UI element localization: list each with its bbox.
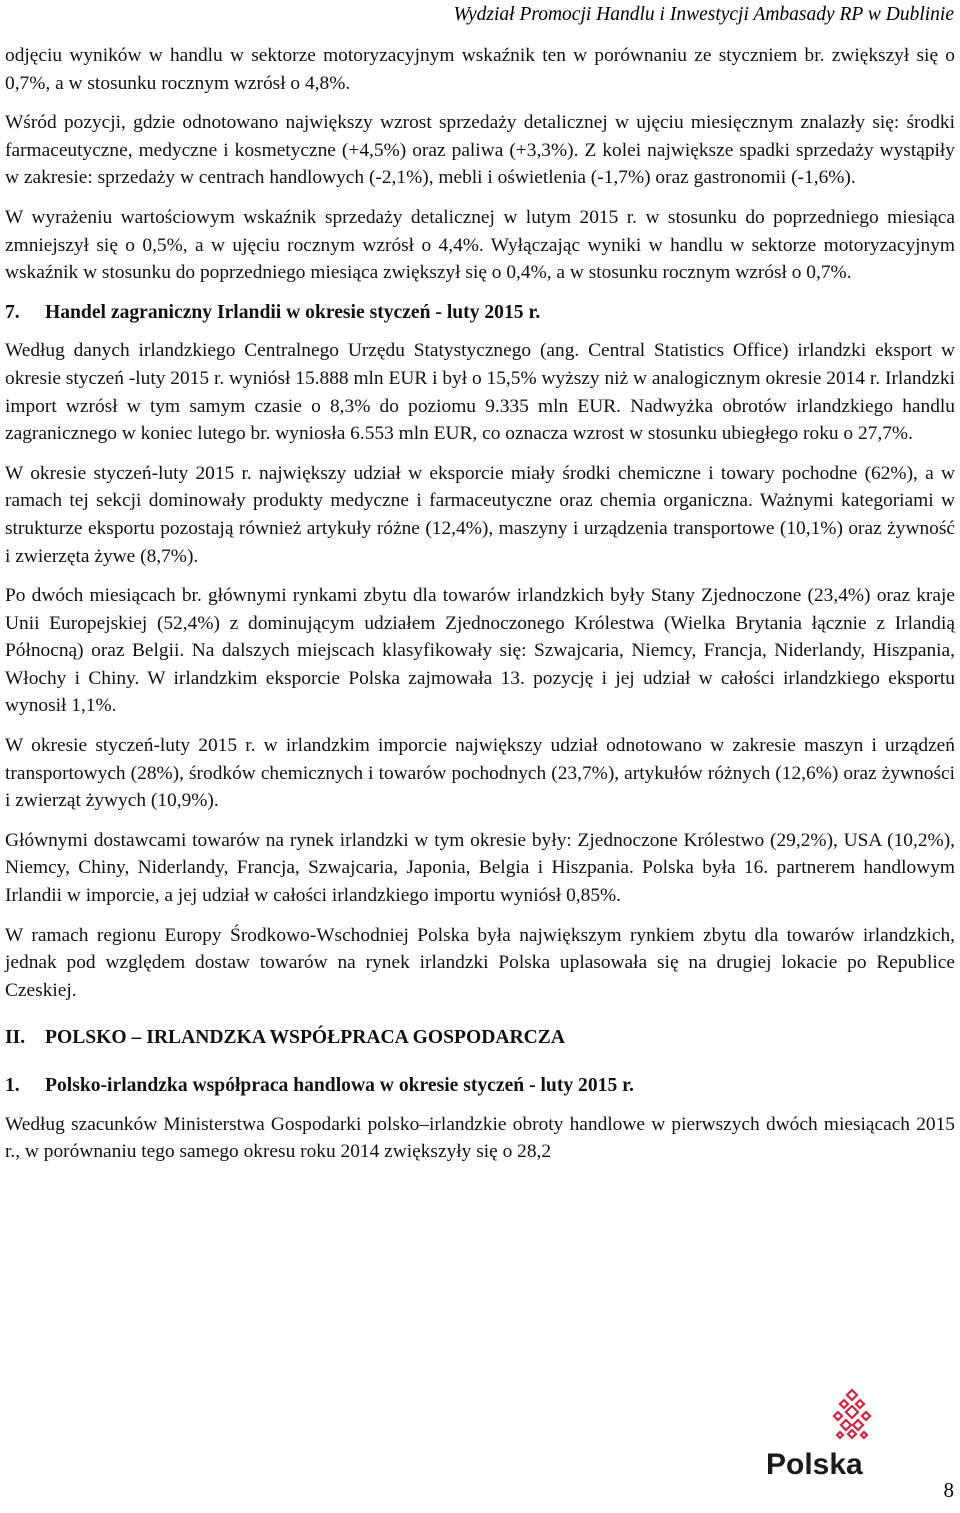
polska-logo-graphic xyxy=(764,1384,884,1484)
paragraph-import-structure: W okresie styczeń-luty 2015 r. w irlandzkim imporcie największy udział odnotowano w zakresie maszyn i urządzeń transportowych (28%), środków chemicznych i towarów pochodnych (23,7%), artykułów różnych (12,6%) oraz żywności i zwierząt żywych (10,9%). xyxy=(5,735,955,812)
section-number: 1. xyxy=(5,1075,20,1096)
section-heading-trade-cooperation xyxy=(5,1072,955,1100)
paragraph-retail-categories: Wśród pozycji, gdzie odnotowano największy wzrost sprzedaży detalicznej w ujęciu miesięcznym znalazły się: środki farmaceutyczne, medyczne i kosmetyczne (+4,5%) oraz paliwa (+3,3%). Z kolei największe spadki sprzedaży wystąpiły w zakresie: sprzedaży w centrach handlowych (-2,1%), mebli i oświetlenia (-1,7%) oraz gastronomii (-1,6%). xyxy=(5,112,955,189)
chapter-heading-cooperation xyxy=(5,1024,955,1052)
paragraph-import-suppliers: Głównymi dostawcami towarów na rynek irlandzki w tym okresie były: Zjednoczone Królestwo (29,2%), USA (10,2%), Niemcy, Chiny, Niderlandy, Francja, Szwajcaria, Japonia, Belgia i Hiszpania. Polska była 16. partnerem handlowym Irlandii w imporcie, a jej udział w całości irlandzkiego importu wyniósł 0,85%. xyxy=(5,829,955,907)
section-title: Handel zagraniczny Irlandii w okresie styczeń - luty 2015 r. xyxy=(45,301,541,323)
page-header: Wydział Promocji Handlu i Inwestycji Ambasady RP w Dublinie xyxy=(453,4,954,25)
chapter-title: POLSKO – IRLANDZKA WSPÓŁPRACA GOSPODARCZA xyxy=(45,1027,566,1049)
chapter-number: II. xyxy=(5,1027,26,1049)
section-title: Polsko-irlandzka współpraca handlowa w okresie styczeń - luty 2015 r. xyxy=(45,1075,634,1096)
paragraph-cso-data: Według danych irlandzkiego Centralnego Urzędu Statystycznego (ang. Central Statistics Office) irlandzki eksport w okresie styczeń -luty 2015 r. wyniósł 15.888 mln EUR i był o 15,5% wyższy niż w analogicznym okresie 2014 r. Irlandzki import wzrósł w tym samym czasie o 8,3% do poziomu 9.335 mln EUR. Nadwyżka obrotów irlandzkiego handlu zagranicznego w koniec lutego br. wyniosła 6.553 mln EUR, co oznacza wzrost w stosunku ubiegłego roku o 27,7%. xyxy=(5,340,955,445)
polska-logo xyxy=(764,1384,884,1484)
document-body xyxy=(5,42,955,1166)
paragraph-export-markets: Po dwóch miesiącach br. głównymi rynkami zbytu dla towarów irlandzkich były Stany Zjednoczone (23,4%) oraz kraje Unii Europejskiej (52,4%) z dominującym udziałem Zjednoczonego Królestwa (Wielka Brytania łącznie z Irlandią Północną) oraz Belgii. Na dalszych miejscach klasyfikowały się: Szwajcaria, Niemcy, Francja, Niderlandy, Hiszpania, Włochy i Chiny. W irlandzkim eksporcie Polska zajmowała 13. pozycję i jej udział w całości irlandzkiego eksportu wynosił 1,1%. xyxy=(5,585,955,717)
paragraph-cee-region: W ramach regionu Europy Środkowo-Wschodniej Polska była największym rynkiem zbytu dla towarów irlandzkich, jednak pod względem dostaw towarów na rynek irlandzki Polska uplasowała się na drugiej lokacie po Republice Czeskiej. xyxy=(5,924,955,1001)
paragraph-export-structure: W okresie styczeń-luty 2015 r. największy udział w eksporcie miały środki chemiczne i towary pochodne (62%), a w ramach tej sekcji dominowały produkty medyczne i farmaceutyczne oraz chemia organiczna. Ważnymi kategoriami w strukturze eksportu pozostają również artykuły różne (12,4%), maszyny i urządzenia transportowe (10,1%) oraz żywność i zwierzęta żywe (8,7%). xyxy=(5,462,955,567)
polska-logo-text: Polska xyxy=(766,1448,863,1481)
section-heading-foreign-trade xyxy=(5,299,955,327)
paragraph-ministry-estimates: Według szacunków Ministerstwa Gospodarki polsko–irlandzkie obroty handlowe w pierwszych dwóch miesiącach 2015 r., w porównaniu tego samego okresu roku 2014 zwiększyły się o 28,2 xyxy=(5,1113,955,1163)
page-number: 8 xyxy=(943,1478,954,1502)
paragraph-retail-value: W wyrażeniu wartościowym wskaźnik sprzedaży detalicznej w lutym 2015 r. w stosunku do poprzedniego miesiąca zmniejszył się o 0,5%, a w ujęciu rocznym wzrósł o 4,4%. Wyłączając wyniki w handlu w sektorze motoryzacyjnym wskaźnik w stosunku do poprzedniego miesiąca zwiększył się o 0,4%, a w stosunku rocznym wzrósł o 0,7%. xyxy=(5,206,955,284)
section-number: 7. xyxy=(5,301,20,323)
paragraph-retail-automotive: odjęciu wyników w handlu w sektorze motoryzacyjnym wskaźnik ten w porównaniu ze styczniem br. zwiększył się o 0,7%, a w stosunku rocznym wzrósł o 4,8%. xyxy=(5,45,955,94)
